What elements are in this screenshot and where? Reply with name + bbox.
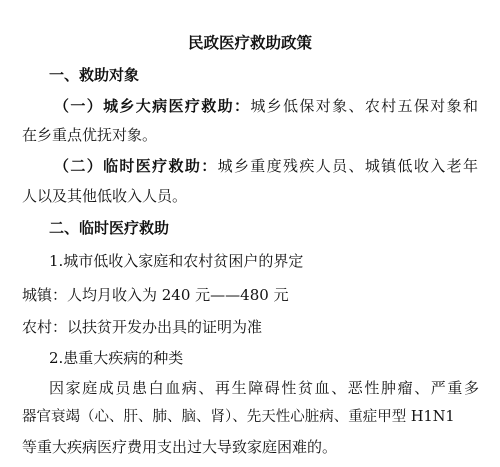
paragraph-temporary-aid-line1 [54,156,478,176]
urban-income-criterion: 城镇：人均月收入为 240 元——480 元 [22,286,289,304]
paragraph-temporary-aid-line2: 人以及其他低收入人员。 [22,187,188,205]
item-text-temporary-aid: 城乡重度残疾人员、城镇低收入老年 [217,157,478,175]
rural-income-criterion: 农村：以扶贫开发办出具的证明为准 [22,318,263,336]
item-label-major-illness-aid: （一）城乡大病医疗救助： [54,97,251,115]
disease-types-line2: 器官衰竭（心、肝、肺、脑、肾）、先天性心脏病、重症甲型 H1N1 [22,409,455,425]
disease-types-line3: 等重大疾病医疗费用支出过大导致家庭困难的。 [22,438,338,456]
item-label-temporary-aid: （二）临时医疗救助： [54,157,218,175]
document-title: 民政医疗救助政策 [187,33,312,52]
section-heading-recipients: 一、救助对象 [49,66,140,84]
subheading-major-disease-types: 2.患重大疾病的种类 [49,349,184,367]
item-text-major-illness-aid: 城乡低保对象、农村五保对象和 [250,97,478,115]
paragraph-major-illness-aid-line1 [54,96,478,116]
paragraph-major-illness-aid-line2: 在乡重点优抚对象。 [22,126,158,144]
disease-types-line1: 因家庭成员患白血病、再生障碍性贫血、恶性肿瘤、严重多 [49,379,479,397]
subheading-low-income-definition: 1.城市低收入家庭和农村贫困户的界定 [49,252,304,270]
section-heading-temporary-aid: 二、临时医疗救助 [49,219,170,237]
